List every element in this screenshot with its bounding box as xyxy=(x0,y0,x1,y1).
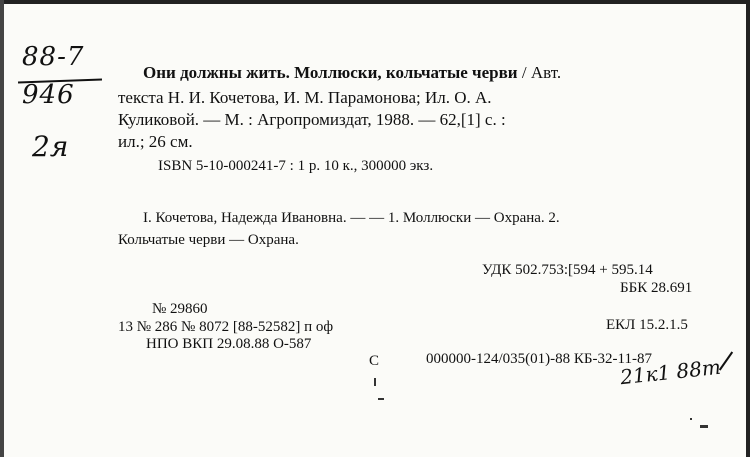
scan-speck xyxy=(374,378,376,386)
scan-speck xyxy=(690,418,692,420)
scan-speck xyxy=(700,425,708,428)
npo-line: НПО ВКП 29.08.88 О-587 xyxy=(146,336,312,352)
entry-isbn: ISBN 5-10-000241-7 : 1 р. 10 к., 300000 экз. xyxy=(158,158,434,174)
card-edge-left xyxy=(0,0,4,457)
udk-code: УДК 502.753:[594 + 595.14 xyxy=(482,262,653,278)
card-edge-top xyxy=(0,0,750,4)
ekl-code: ЕКЛ 15.2.1.5 xyxy=(606,317,688,333)
handwritten-shelfmark-bottom: 946 xyxy=(22,80,75,110)
entry-title: Они должны жить. Моллюски, кольчатые черви xyxy=(143,63,518,82)
entry-line-4: ил.; 26 см. xyxy=(118,132,193,151)
handwritten-shelfmark-top: 88-7 xyxy=(22,42,85,72)
scan-speck xyxy=(378,398,384,400)
tracings-line-2: Кольчатые черви — Охрана. xyxy=(118,232,299,248)
price-code: 000000-124/035(01)-88 КБ-32-11-87 xyxy=(426,351,652,367)
card-number: № 29860 xyxy=(152,301,208,317)
c-letter: С xyxy=(369,353,380,369)
bbk-code: ББК 28.691 xyxy=(620,280,693,296)
handwritten-mark: 2я xyxy=(32,130,69,163)
entry-line-3: Куликовой. — М. : Агропромиздат, 1988. — 62,[1] с. : xyxy=(118,110,506,129)
entry-line-1 xyxy=(143,62,561,84)
entry-title-suffix: / Авт. xyxy=(517,63,562,82)
entry-line-2: текста Н. И. Кочетова, И. М. Парамонова; Ил. О. А. xyxy=(118,88,492,107)
handwritten-signature: 21к1 88т xyxy=(619,354,722,390)
order-line: 13 № 286 № 8072 [88-52582] п оф xyxy=(118,319,334,335)
card-edge-right xyxy=(746,0,750,457)
tracings-line-1: I. Кочетова, Надежда Ивановна. — — 1. Моллюски — Охрана. 2. xyxy=(143,210,560,226)
handwritten-stroke xyxy=(719,351,733,370)
